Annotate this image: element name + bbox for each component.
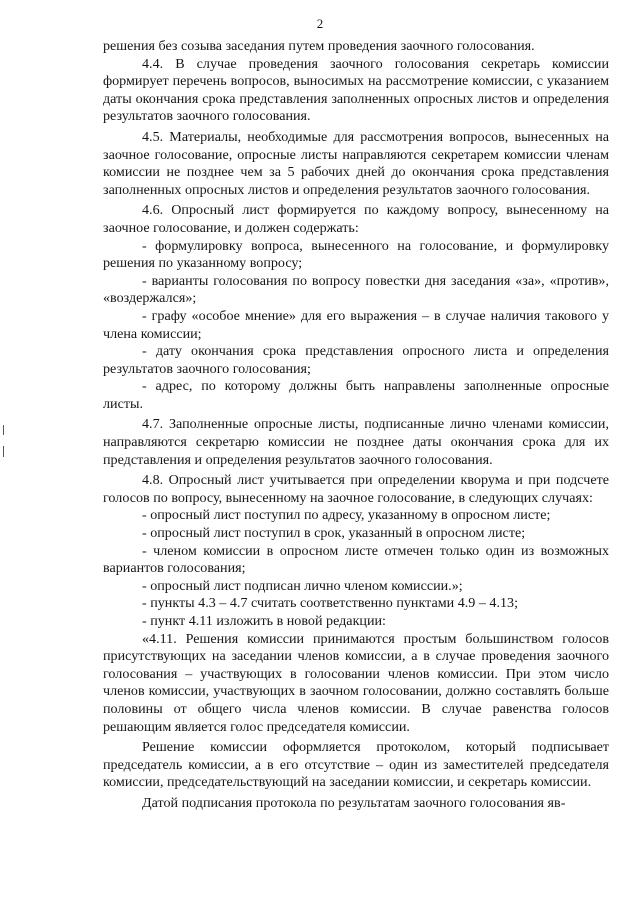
list-item: - пункт 4.11 изложить в новой редакции: xyxy=(142,613,386,629)
list-item: - формулировку вопроса, вынесенного на голосование, и формулировку решения по указанному вопросу; xyxy=(103,237,609,272)
quoted-paragraph: «4.11. Решения комиссии принимаются простым большинством голосов присутствующих на заседании членов комиссии, а в случае проведения заочного голосования – участвующих в голосовании членов комиссии. При этом число членов комиссии, участвующих в заочном голосовании, должно составлять больше половины от общего числа членов комиссии. В случае равенства голосов решающим является голос председателя комиссии. xyxy=(103,630,609,735)
list-item: - опросный лист подписан лично членом комиссии.»; xyxy=(142,577,463,594)
paragraph: 4.5. Материалы, необходимые для рассмотрения вопросов, вынесенных на заочное голосование, опросные листы направляются секретарем комиссии членам комиссии не позднее чем за 5 рабочих дней до окончания срока представления заполненных опросных листов и определения результатов заочного голосования. xyxy=(103,128,609,198)
paragraph: Датой подписания протокола по результатам заочного голосования яв- xyxy=(142,794,566,811)
list-item: - варианты голосования по вопросу повестки дня заседания «за», «против», «воздержался»; xyxy=(103,272,609,307)
paragraph: 4.7. Заполненные опросные листы, подписанные лично членами комиссии, направляются секретарю комиссии не позднее даты окончания срока для их представления и определения результатов заочного голосования. xyxy=(103,416,609,468)
document-body xyxy=(103,38,609,813)
paragraph: 4.4. В случае проведения заочного голосования секретарь комиссии формирует перечень вопросов, выносимых на рассмотрение комиссии, с указанием даты окончания срока представления заполненных опросных листов и определения результатов заочного голосования. xyxy=(103,55,609,125)
list-item: - членом комиссии в опросном листе отмечен только один из возможных вариантов голосования; xyxy=(103,542,609,577)
paragraph: 4.8. Опросный лист учитывается при определении кворума и при подсчете голосов по вопросу, вынесенному на заочное голосование, в следующих случаях: xyxy=(103,472,609,506)
paragraph: 4.6. Опросный лист формируется по каждому вопросу, вынесенному на заочное голосование, и должен содержать: xyxy=(103,202,609,236)
list-item: - опросный лист поступил по адресу, указанному в опросном листе; xyxy=(142,507,551,524)
list-item: - дату окончания срока представления опросного листа и определения результатов заочного голосования; xyxy=(103,343,609,377)
margin-mark xyxy=(3,446,4,457)
list-item: - адрес, по которому должны быть направлены заполненные опросные листы. xyxy=(103,378,609,412)
list-item: - пункты 4.3 – 4.7 считать соответственно пунктами 4.9 – 4.13; xyxy=(142,595,518,612)
margin-mark xyxy=(3,425,4,435)
page-number: 2 xyxy=(316,16,324,31)
paragraph: Решение комиссии оформляется протоколом, который подписывает председатель комиссии, а в его отсутствие – один из заместителей председателя комиссии, председательствующий на заседании комиссии, и секретарь комиссии. xyxy=(103,739,609,791)
list-item: - графу «особое мнение» для его выражения – в случае наличия такового у члена комиссии; xyxy=(103,307,609,342)
paragraph: решения без созыва заседания путем проведения заочного голосования. xyxy=(103,38,535,54)
list-item: - опросный лист поступил в срок, указанный в опросном листе; xyxy=(142,525,526,542)
